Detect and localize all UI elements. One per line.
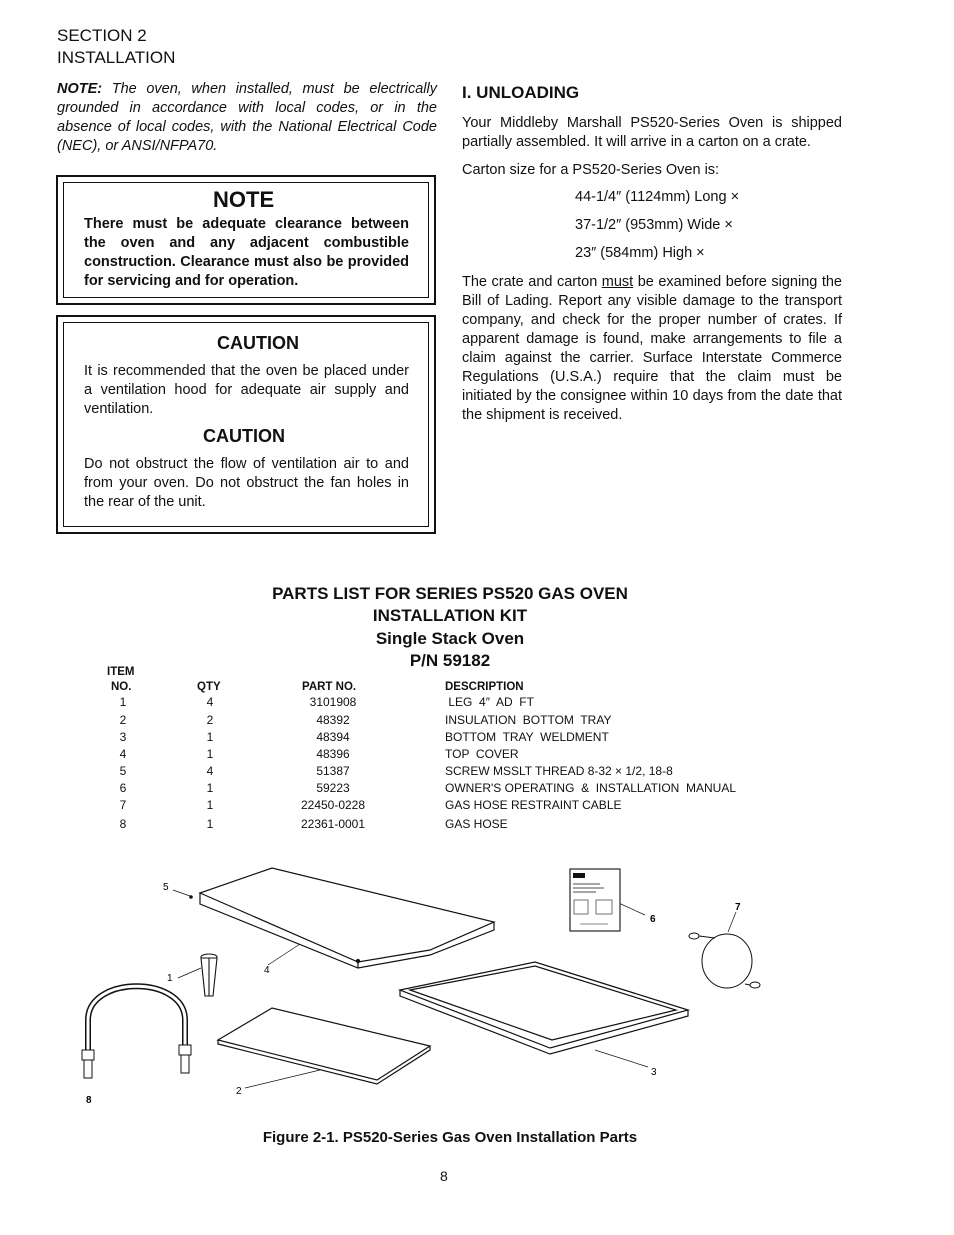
p3-must: must — [601, 274, 634, 290]
row-6-description: OWNER'S OPERATING & INSTALLATION MANUAL — [445, 781, 736, 795]
unloading-paragraph-2: Carton size for a PS520-Series Oven is: — [462, 162, 720, 178]
row-1-item-no: 1 — [119, 695, 127, 709]
carton-width: 37-1/2″ (953mm) Wide × — [575, 217, 733, 233]
col-qty: QTY — [197, 681, 221, 693]
row-3-part-no: 48394 — [316, 730, 350, 744]
bottom-tray-illustration — [400, 962, 688, 1054]
row-7-item-no: 7 — [119, 798, 127, 812]
row-5-description: SCREW MSSLT THREAD 8-32 × 1/2, 18-8 — [445, 764, 673, 778]
parts-title-3: Single Stack Oven — [375, 629, 525, 648]
gas-hose-illustration — [82, 986, 191, 1078]
row-8-description: GAS HOSE — [445, 817, 508, 831]
row-8-part-no: 22361-0001 — [300, 817, 366, 831]
row-5-qty: 4 — [206, 764, 214, 778]
p3-lead: The crate and carton — [462, 274, 602, 290]
caution-title-2: CAUTION — [203, 426, 285, 446]
parts-title-4: P/N 59182 — [409, 651, 491, 670]
screw-illustration — [173, 890, 193, 899]
callout-5: 5 — [163, 882, 169, 893]
row-4-qty: 1 — [206, 747, 214, 761]
installation-parts-figure — [0, 860, 954, 1120]
row-2-qty: 2 — [206, 713, 214, 727]
parts-title-1: PARTS LIST FOR SERIES PS520 GAS OVEN — [272, 584, 628, 603]
carton-length: 44-1/4″ (1124mm) Long × — [575, 189, 740, 205]
note-box-title: NOTE — [213, 187, 275, 212]
row-1-part-no: 3101908 — [309, 695, 357, 709]
callout-3: 3 — [651, 1067, 657, 1078]
callout-4: 4 — [264, 965, 270, 976]
callout-1: 1 — [167, 973, 173, 984]
unloading-heading: I. UNLOADING — [462, 83, 580, 102]
caution-title-1: CAUTION — [217, 333, 299, 353]
note-box-text: There must be adequate clearance between the oven and any adjacent combustible construction. Clearance must also be provided for servicing and for operation. — [84, 216, 409, 289]
row-2-part-no: 48392 — [316, 713, 350, 727]
row-8-qty: 1 — [206, 817, 214, 831]
callout-8: 8 — [86, 1095, 92, 1106]
row-6-part-no: 59223 — [316, 781, 350, 795]
section-number: SECTION 2 — [57, 26, 147, 45]
note-text: The oven, when installed, must be electrically grounded in accordance with local codes, or in the absence of local codes, with the National Electrical Code (NEC), or ANSI/NFPA70. — [57, 81, 437, 154]
note-box — [56, 175, 436, 305]
restraint-cable-illustration — [689, 933, 760, 988]
unloading-paragraph-1: Your Middleby Marshall PS520-Series Oven is shipped partially assembled. It will arrive in a carton on a crate. — [462, 115, 842, 150]
row-7-part-no: 22450-0228 — [300, 798, 366, 812]
caution-text-2: Do not obstruct the flow of ventilation air to and from your oven. Do not obstruct the fan holes in the rear of the unit. — [84, 456, 409, 510]
callout-6: 6 — [650, 914, 656, 925]
row-4-item-no: 4 — [119, 747, 127, 761]
callout-7: 7 — [735, 902, 741, 913]
row-1-description: LEG 4″ AD FT — [445, 695, 534, 709]
row-3-description: BOTTOM TRAY WELDMENT — [445, 730, 609, 744]
row-2-item-no: 2 — [119, 713, 127, 727]
insulation-tray-illustration — [218, 1008, 430, 1084]
row-4-description: TOP COVER — [445, 747, 519, 761]
row-4-part-no: 48396 — [316, 747, 350, 761]
row-2-description: INSULATION BOTTOM TRAY — [445, 713, 612, 727]
row-7-description: GAS HOSE RESTRAINT CABLE — [445, 798, 622, 812]
top-cover-illustration — [200, 868, 494, 968]
section-heading — [57, 25, 175, 69]
row-8-item-no: 8 — [119, 817, 127, 831]
figure-caption: Figure 2-1. PS520-Series Gas Oven Installation Parts — [262, 1129, 638, 1146]
row-5-part-no: 51387 — [316, 764, 350, 778]
carton-height: 23″ (584mm) High × — [575, 245, 705, 261]
col-part: PART NO. — [302, 681, 357, 693]
row-3-qty: 1 — [206, 730, 214, 744]
callout-2: 2 — [236, 1086, 242, 1097]
p3-rest: be examined before signing the Bill of Lading. Report any visible damage to the transport company, and check for the proper number of crates. If apparent damage is found, make arrangements to file a claim against the carrier. Surface Interstate Commerce Regulations (U.S.A.) require that the claim must be initiated by the consignee within 10 days from the date that the shipment is received. — [462, 274, 842, 423]
unloading-paragraph-3 — [462, 273, 842, 425]
col-item-top: ITEM — [107, 666, 135, 678]
parts-title-2: INSTALLATION KIT — [372, 606, 528, 625]
row-5-item-no: 5 — [119, 764, 127, 778]
grounding-note — [57, 80, 437, 156]
leg-illustration — [178, 954, 217, 996]
row-3-item-no: 3 — [119, 730, 127, 744]
page-number: 8 — [440, 1168, 448, 1184]
col-desc: DESCRIPTION — [445, 681, 524, 693]
note-label: NOTE: — [57, 81, 103, 97]
caution-box — [56, 315, 436, 534]
manual-illustration — [570, 869, 620, 931]
row-7-qty: 1 — [206, 798, 214, 812]
col-item: NO. — [111, 681, 132, 693]
row-1-qty: 4 — [206, 695, 214, 709]
section-title: INSTALLATION — [57, 48, 176, 67]
row-6-qty: 1 — [206, 781, 214, 795]
row-6-item-no: 6 — [119, 781, 127, 795]
caution-text-1: It is recommended that the oven be placed under a ventilation hood for adequate air supply and ventilation. — [84, 363, 409, 417]
